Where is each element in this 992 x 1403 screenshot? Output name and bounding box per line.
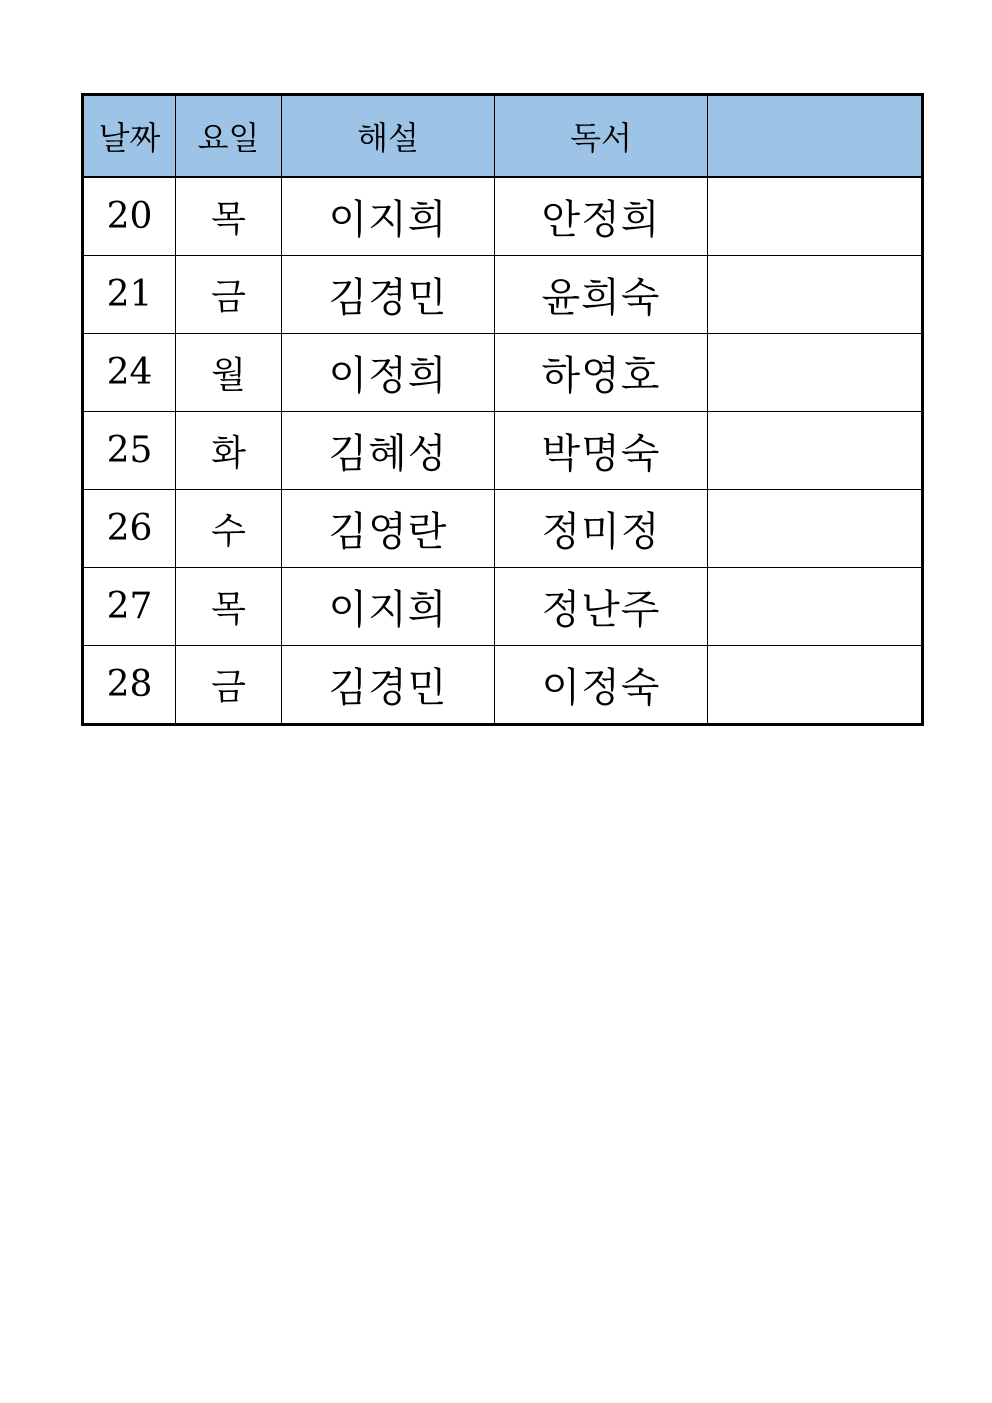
table-header <box>83 95 923 178</box>
cell-extra <box>708 412 923 490</box>
table-row <box>83 646 923 725</box>
cell-weekday: 목 <box>176 568 282 646</box>
header-date: 날짜 <box>83 95 176 178</box>
cell-weekday: 금 <box>176 256 282 334</box>
cell-extra <box>708 256 923 334</box>
cell-date: 28 <box>83 646 176 725</box>
cell-extra <box>708 177 923 256</box>
cell-date: 21 <box>83 256 176 334</box>
table-row <box>83 490 923 568</box>
table-row <box>83 334 923 412</box>
cell-weekday: 수 <box>176 490 282 568</box>
cell-commentary: 김경민 <box>282 646 495 725</box>
cell-commentary: 이지희 <box>282 177 495 256</box>
cell-date: 24 <box>83 334 176 412</box>
header-commentary: 해설 <box>282 95 495 178</box>
cell-reading: 하영호 <box>495 334 708 412</box>
cell-reading: 정난주 <box>495 568 708 646</box>
table-body <box>83 177 923 725</box>
cell-extra <box>708 646 923 725</box>
table-row <box>83 177 923 256</box>
header-reading: 독서 <box>495 95 708 178</box>
cell-commentary: 이정희 <box>282 334 495 412</box>
cell-date: 25 <box>83 412 176 490</box>
cell-reading: 이정숙 <box>495 646 708 725</box>
header-extra <box>708 95 923 178</box>
cell-commentary: 김혜성 <box>282 412 495 490</box>
cell-date: 26 <box>83 490 176 568</box>
schedule-table <box>81 93 924 726</box>
header-row <box>83 95 923 178</box>
table-row <box>83 412 923 490</box>
cell-extra <box>708 490 923 568</box>
cell-commentary: 김영란 <box>282 490 495 568</box>
cell-commentary: 김경민 <box>282 256 495 334</box>
cell-extra <box>708 568 923 646</box>
table-row <box>83 568 923 646</box>
table-row <box>83 256 923 334</box>
cell-reading: 안정희 <box>495 177 708 256</box>
cell-weekday: 화 <box>176 412 282 490</box>
cell-extra <box>708 334 923 412</box>
cell-reading: 윤희숙 <box>495 256 708 334</box>
cell-date: 20 <box>83 177 176 256</box>
cell-commentary: 이지희 <box>282 568 495 646</box>
cell-weekday: 월 <box>176 334 282 412</box>
cell-reading: 박명숙 <box>495 412 708 490</box>
header-weekday: 요일 <box>176 95 282 178</box>
cell-reading: 정미정 <box>495 490 708 568</box>
cell-weekday: 금 <box>176 646 282 725</box>
cell-date: 27 <box>83 568 176 646</box>
cell-weekday: 목 <box>176 177 282 256</box>
